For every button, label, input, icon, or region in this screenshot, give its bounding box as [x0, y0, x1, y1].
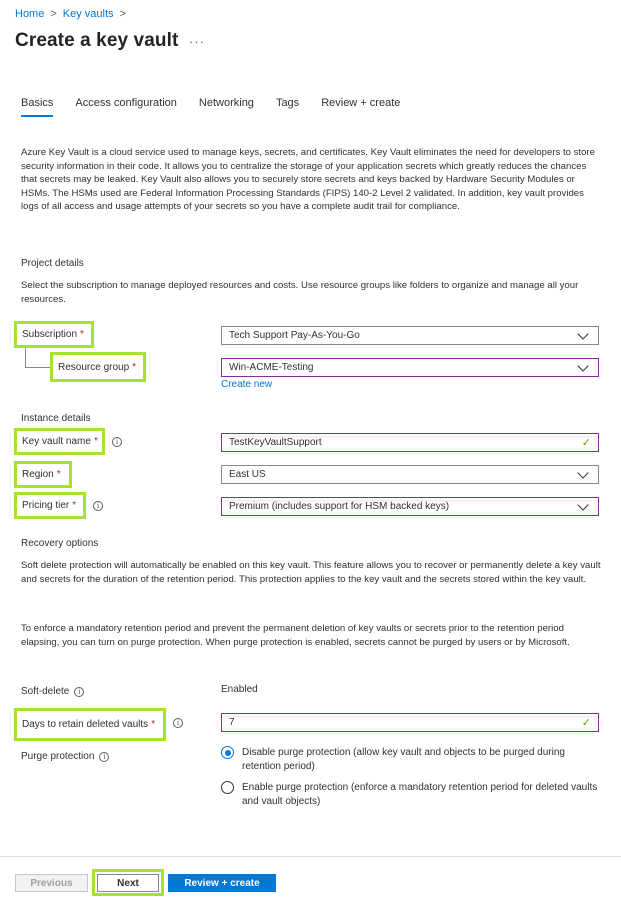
tab-bar [21, 97, 422, 117]
days-to-retain-label: Days to retain deleted vaults * [22, 719, 156, 730]
review-create-button[interactable]: Review + create [168, 874, 276, 892]
region-label-highlight [14, 461, 72, 488]
key-vault-name-label-highlight [14, 428, 105, 455]
radio-button-selected[interactable] [221, 746, 234, 759]
subscription-label-highlight [14, 321, 94, 348]
tab-tags[interactable]: Tags [275, 97, 300, 109]
required-marker: * [151, 719, 156, 730]
resource-group-value: Win-ACME-Testing [229, 362, 314, 373]
radio-button[interactable] [221, 781, 234, 794]
chevron-right-icon: > [119, 8, 126, 20]
next-button[interactable]: Next [97, 874, 159, 892]
region-label: Region * [22, 469, 61, 480]
info-icon[interactable]: i [99, 752, 109, 762]
project-details-heading: Project details [21, 258, 84, 269]
recovery-soft-delete-text: Soft delete protection will automatically be enabled on this key vault. This feature allows you to recover or permanently delete a key vault and secrets for the duration of the retention period. This protection applies to the key vault and the secrets stored within the key vault. [21, 560, 601, 585]
required-marker: * [80, 329, 84, 340]
soft-delete-value: Enabled [221, 684, 258, 695]
intro-text: Azure Key Vault is a cloud service used to manage keys, secrets, and certificates. Key Vault eliminates the need for developers to store security information in their code. It allows you to centralize the storage of your application secrets which greatly reduces the chances that secrets may be leaked. Key Vault also allows you to securely store secrets and keys backed by Hardware Security Modules or HSMs. The HSMs used are Federal Information Processing Standards (FIPS) 140-2 Level 2 validated. In addition, key vault provides logs of all access and usage attempts of your secrets so you have a complete audit trail for compliance. [21, 147, 595, 213]
info-icon[interactable]: i [173, 718, 183, 728]
tab-access-configuration[interactable]: Access configuration [75, 97, 177, 109]
breadcrumb [15, 8, 126, 20]
subscription-value: Tech Support Pay-As-You-Go [229, 330, 360, 341]
pricing-tier-label-highlight [14, 492, 86, 519]
more-options-icon[interactable]: ··· [189, 34, 205, 49]
recovery-options-heading: Recovery options [21, 538, 99, 549]
info-icon[interactable]: i [112, 437, 122, 447]
pricing-tier-label: Pricing tier * [22, 500, 77, 511]
region-value: East US [229, 469, 266, 480]
resource-group-label-highlight [50, 352, 146, 382]
info-icon[interactable]: i [93, 501, 103, 511]
required-marker: * [93, 436, 98, 447]
pricing-tier-select[interactable] [221, 497, 599, 516]
resource-group-select[interactable] [221, 358, 599, 377]
subscription-label: Subscription * [22, 329, 84, 340]
chevron-down-icon [577, 467, 588, 478]
chevron-down-icon [577, 499, 588, 510]
required-marker: * [132, 361, 137, 373]
checkmark-icon: ✓ [581, 437, 591, 449]
purge-enable-label: Enable purge protection (enforce a mandatory retention period for deleted vaults and vault objects) [242, 782, 598, 807]
key-vault-name-input[interactable] [221, 433, 599, 452]
footer-divider [0, 856, 621, 857]
chevron-down-icon [577, 328, 588, 339]
region-select[interactable] [221, 465, 599, 484]
recovery-purge-text: To enforce a mandatory retention period and prevent the permanent deletion of key vaults or secrets prior to the retention period elapsing, you can turn on purge protection. When purge protection is enabled, secrets cannot be purged by users or by Microsoft. [21, 623, 570, 648]
tab-review-create[interactable]: Review + create [321, 97, 401, 109]
pricing-tier-value: Premium (includes support for HSM backed keys) [229, 501, 450, 512]
project-details-description: Select the subscription to manage deployed resources and costs. Use resource groups like folders to organize and manage all your resources. [21, 280, 579, 305]
key-vault-name-value: TestKeyVaultSupport [229, 437, 322, 448]
key-vault-name-label: Key vault name * [22, 436, 98, 447]
days-to-retain-value: 7 [229, 717, 235, 728]
tab-basics[interactable]: Basics [21, 97, 53, 117]
subscription-select[interactable] [221, 326, 599, 345]
create-new-resource-group-link[interactable]: Create new [221, 379, 273, 390]
chevron-down-icon [577, 360, 588, 371]
required-marker: * [72, 500, 77, 511]
breadcrumb-key-vaults-link[interactable]: Key vaults [62, 8, 114, 20]
tree-connector [25, 348, 51, 368]
page-title: Create a key vault [15, 30, 179, 51]
days-to-retain-label-highlight [14, 708, 166, 741]
instance-details-heading: Instance details [21, 413, 91, 424]
days-to-retain-input[interactable] [221, 713, 599, 732]
info-icon[interactable]: i [74, 687, 84, 697]
purge-disable-label: Disable purge protection (allow key vault and objects to be purged during retention period) [242, 747, 565, 772]
purge-enable-option[interactable] [221, 781, 601, 809]
breadcrumb-home-link[interactable]: Home [15, 8, 45, 20]
resource-group-label: Resource group * [58, 361, 137, 373]
chevron-right-icon: > [50, 8, 57, 20]
purge-disable-option[interactable] [221, 746, 601, 774]
checkmark-icon: ✓ [581, 717, 591, 729]
tab-networking[interactable]: Networking [198, 97, 254, 109]
required-marker: * [56, 469, 61, 480]
previous-button[interactable]: Previous [15, 874, 88, 892]
soft-delete-label: Soft-delete i [21, 686, 84, 697]
purge-protection-label: Purge protection i [21, 751, 109, 762]
